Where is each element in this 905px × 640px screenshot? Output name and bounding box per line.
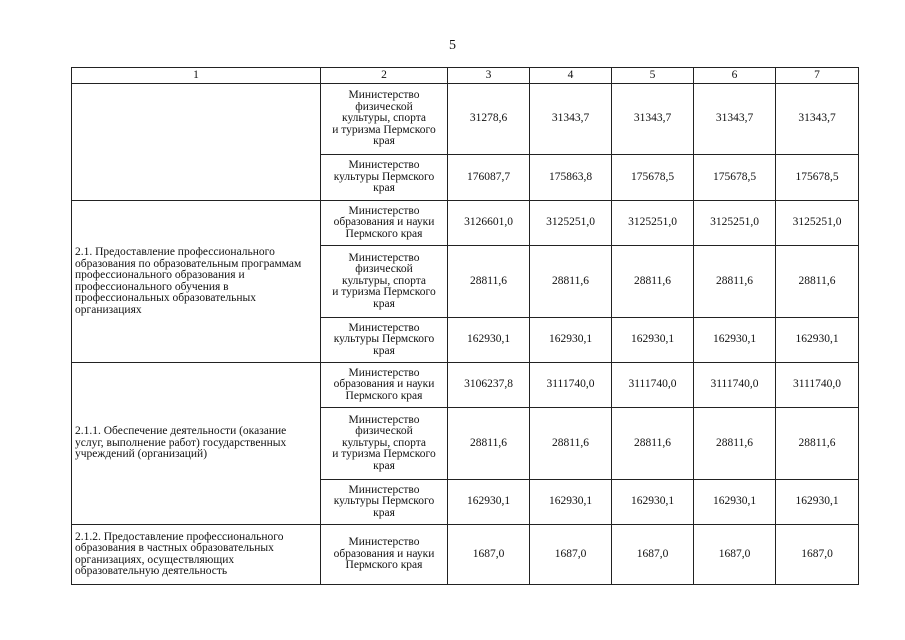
program-name-cell: 2.1.2. Предоставление профессионального образования в частных образовательных организациях, осуществляющих образовательную деятельность — [72, 525, 321, 585]
value-cell: 162930,1 — [612, 480, 694, 525]
table-body — [72, 68, 859, 585]
value-cell: 31343,7 — [776, 84, 859, 155]
column-header: 6 — [694, 68, 776, 84]
value-cell: 31343,7 — [694, 84, 776, 155]
value-cell: 28811,6 — [694, 246, 776, 318]
program-name-cell — [72, 84, 321, 201]
table-row — [72, 84, 859, 155]
budget-table — [71, 67, 859, 585]
value-cell: 175678,5 — [612, 155, 694, 201]
table-row — [72, 201, 859, 246]
value-cell: 3106237,8 — [448, 363, 530, 408]
value-cell: 175678,5 — [694, 155, 776, 201]
value-cell: 1687,0 — [530, 525, 612, 585]
value-cell: 28811,6 — [612, 408, 694, 480]
value-cell: 28811,6 — [776, 408, 859, 480]
column-header: 1 — [72, 68, 321, 84]
value-cell: 28811,6 — [448, 246, 530, 318]
value-cell: 175863,8 — [530, 155, 612, 201]
department-cell: Министерство физической культуры, спорта и туризма Пермского края — [321, 246, 448, 318]
value-cell: 3125251,0 — [530, 201, 612, 246]
value-cell: 1687,0 — [448, 525, 530, 585]
column-header: 2 — [321, 68, 448, 84]
value-cell: 162930,1 — [530, 318, 612, 363]
value-cell: 3125251,0 — [694, 201, 776, 246]
column-header: 4 — [530, 68, 612, 84]
department-cell: Министерство культуры Пермского края — [321, 480, 448, 525]
column-header: 7 — [776, 68, 859, 84]
value-cell: 162930,1 — [448, 318, 530, 363]
value-cell: 31278,6 — [448, 84, 530, 155]
value-cell: 3111740,0 — [612, 363, 694, 408]
program-name-cell: 2.1. Предоставление профессионального образования по образовательным программам профессионального образования и профессионального обучения в профессиональных образовательных организациях — [72, 201, 321, 363]
value-cell: 176087,7 — [448, 155, 530, 201]
value-cell: 1687,0 — [612, 525, 694, 585]
value-cell: 1687,0 — [694, 525, 776, 585]
value-cell: 3125251,0 — [612, 201, 694, 246]
department-cell: Министерство физической культуры, спорта и туризма Пермского края — [321, 408, 448, 480]
department-cell: Министерство образования и науки Пермского края — [321, 201, 448, 246]
department-cell: Министерство культуры Пермского края — [321, 318, 448, 363]
value-cell: 1687,0 — [776, 525, 859, 585]
table-row — [72, 363, 859, 408]
page-number: 5 — [449, 38, 456, 53]
header-row — [72, 68, 859, 84]
value-cell: 162930,1 — [776, 318, 859, 363]
department-cell: Министерство образования и науки Пермского края — [321, 363, 448, 408]
value-cell: 162930,1 — [530, 480, 612, 525]
column-header: 3 — [448, 68, 530, 84]
value-cell: 28811,6 — [530, 408, 612, 480]
department-cell: Министерство культуры Пермского края — [321, 155, 448, 201]
value-cell: 162930,1 — [694, 318, 776, 363]
department-cell: Министерство образования и науки Пермского края — [321, 525, 448, 585]
value-cell: 28811,6 — [776, 246, 859, 318]
value-cell: 28811,6 — [694, 408, 776, 480]
department-cell: Министерство физической культуры, спорта и туризма Пермского края — [321, 84, 448, 155]
value-cell: 28811,6 — [530, 246, 612, 318]
value-cell: 162930,1 — [612, 318, 694, 363]
value-cell: 3126601,0 — [448, 201, 530, 246]
value-cell: 3111740,0 — [776, 363, 859, 408]
table-row — [72, 525, 859, 585]
value-cell: 31343,7 — [612, 84, 694, 155]
value-cell: 31343,7 — [530, 84, 612, 155]
value-cell: 28811,6 — [612, 246, 694, 318]
program-name-cell: 2.1.1. Обеспечение деятельности (оказание услуг, выполнение работ) государственных учреждений (организаций) — [72, 363, 321, 525]
value-cell: 3111740,0 — [530, 363, 612, 408]
value-cell: 162930,1 — [694, 480, 776, 525]
value-cell: 162930,1 — [776, 480, 859, 525]
value-cell: 28811,6 — [448, 408, 530, 480]
value-cell: 162930,1 — [448, 480, 530, 525]
value-cell: 3125251,0 — [776, 201, 859, 246]
column-header: 5 — [612, 68, 694, 84]
value-cell: 3111740,0 — [694, 363, 776, 408]
value-cell: 175678,5 — [776, 155, 859, 201]
